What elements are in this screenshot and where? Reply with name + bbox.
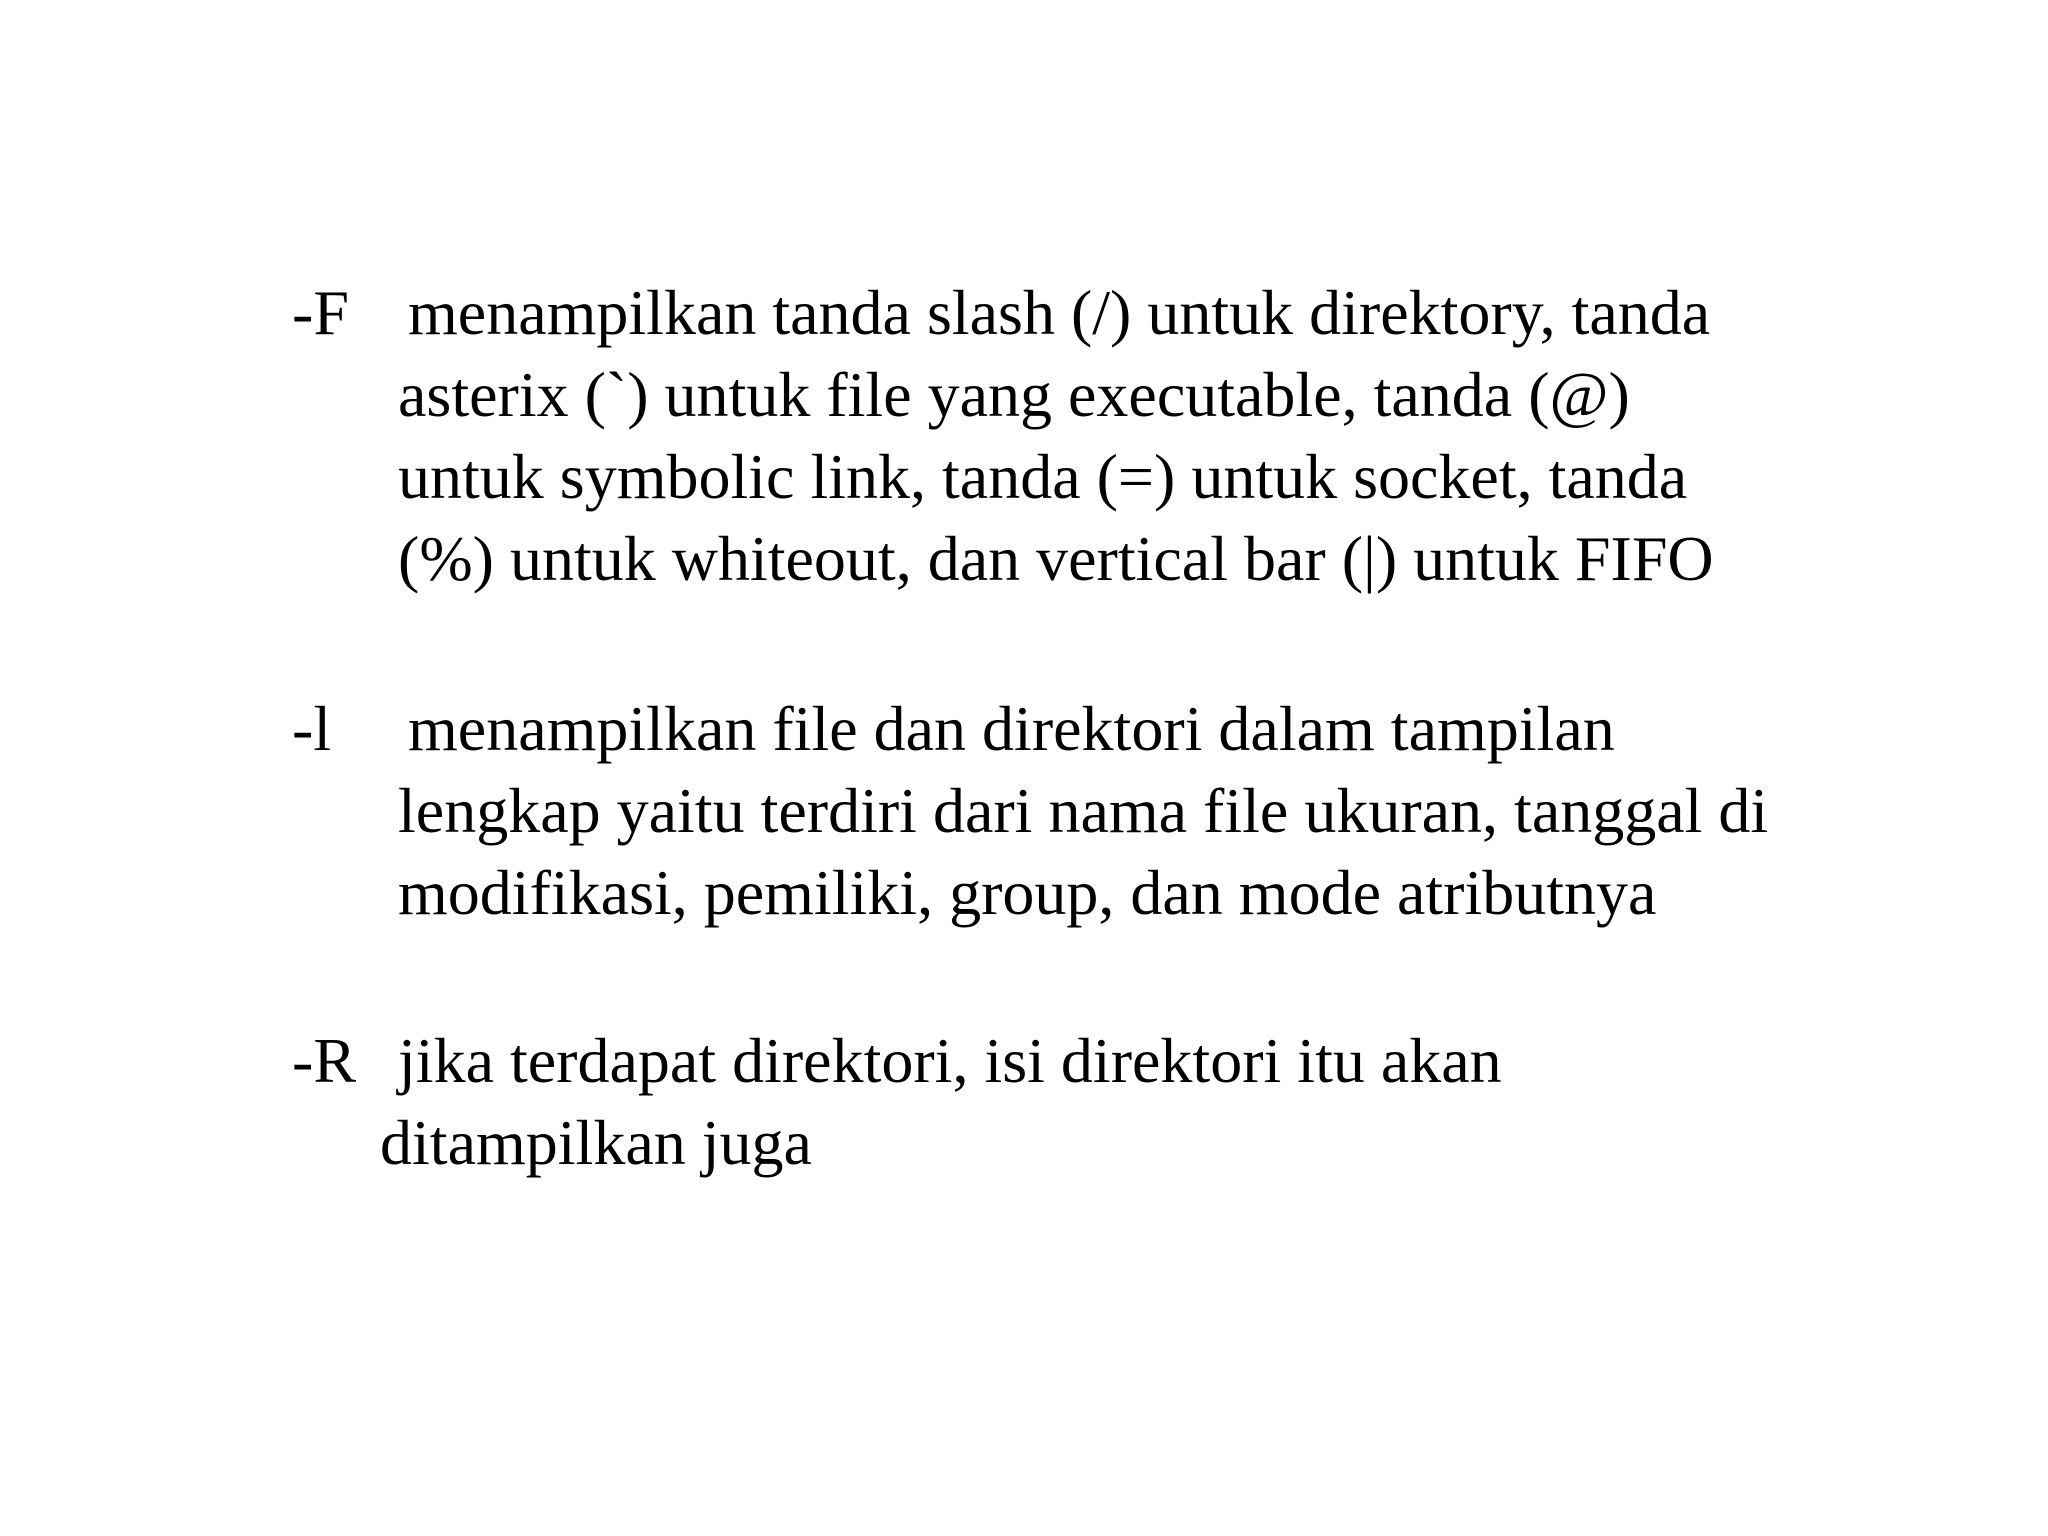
option-description-line: asterix (`) untuk file yang executable, tanda (@): [398, 359, 1630, 430]
option-description-line: menampilkan tanda slash (/) untuk direktory, tanda: [408, 277, 1711, 348]
option-flag: -l: [292, 693, 332, 764]
option-description-line: untuk symbolic link, tanda (=) untuk socket, tanda: [398, 441, 1688, 512]
option-flag: -R: [292, 1025, 356, 1096]
option-flag: -F: [292, 277, 349, 348]
option-description-line: lengkap yaitu terdiri dari nama file ukuran, tanggal di: [398, 775, 1769, 846]
option-description-line: modifikasi, pemiliki, group, dan mode atributnya: [398, 857, 1657, 928]
option-description-line: jika terdapat direktori, isi direktori itu akan: [398, 1025, 1502, 1096]
option-description-line: menampilkan file dan direktori dalam tampilan: [408, 693, 1615, 764]
option-description-line: ditampilkan juga: [380, 1107, 812, 1178]
option-description-line: (%) untuk whiteout, dan vertical bar (|) untuk FIFO: [398, 523, 1714, 594]
